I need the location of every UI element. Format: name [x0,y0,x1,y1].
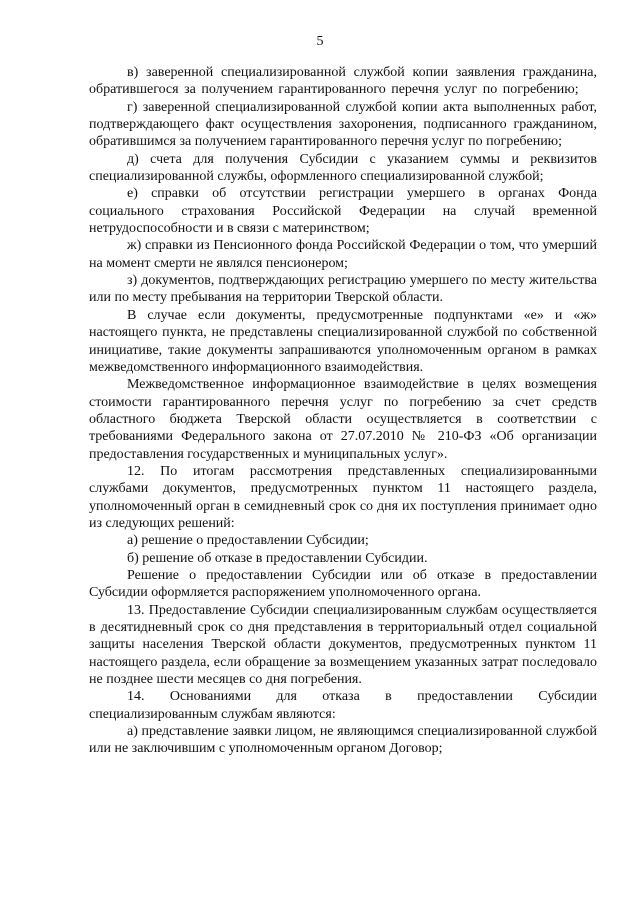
document-body [89,64,597,758]
paragraph-item-e: е) справки об отсутствии регистрации умершего в органах Фонда социального страхования Российской Федерации на случай временной нетрудоспособности и в связи с материнством; [89,186,597,237]
paragraph-decision-a: а) решение о предоставлении Субсидии; [127,533,369,549]
paragraph-item-v: в) заверенной специализированной службой копии заявления гражданина, обратившегося за получением гарантированного перечня услуг по погребению; [89,65,597,98]
paragraph-section-12: 12. По итогам рассмотрения представленных специализированными службами документов, предусмотренных пунктом 11 настоящего раздела, уполномоченный орган в семидневный срок со дня их поступления принимает одно из следующих решений: [89,463,597,531]
paragraph-decision-order: Решение о предоставлении Субсидии или об отказе в предоставлении Субсидии оформляется распоряжением уполномоченного органа. [89,567,597,601]
paragraph-refusal-a: а) представление заявки лицом, не являющимся специализированной службой или не заключившим с уполномоченным органом Договор; [89,724,597,757]
paragraph-item-zh: ж) справки из Пенсионного фонда Российской Федерации о том, что умерший на момент смерти не являлся пенсионером; [89,238,597,271]
page-number: 5 [316,34,324,49]
paragraph-documents-request: В случае если документы, предусмотренные подпунктами «е» и «ж» настоящего пункта, не представлены специализированной службой по собственной инициативе, такие документы запрашиваются уполномоченным органом в рамках межведомственного информационного взаимодействия. [89,307,597,375]
paragraph-item-z: з) документов, подтверждающих регистрацию умершего по месту жительства или по месту пребывания на территории Тверской области. [89,273,597,306]
paragraph-section-14: 14. Основаниями для отказа в предоставлении Субсидии специализированным службам являются: [89,689,597,722]
paragraph-decision-b: б) решение об отказе в предоставлении Субсидии. [127,550,428,566]
paragraph-section-13: 13. Предоставление Субсидии специализированным службам осуществляется в десятидневный срок со дня представления в территориальный отдел социальной защиты населения Тверской области документов, предусмотренных пунктом 11 настоящего раздела, если обращение за возмещением указанных затрат последовало не позднее шести месяцев со дня погребения. [89,602,597,688]
paragraph-interagency-interaction: Межведомственное информационное взаимодействие в целях возмещения стоимости гарантированного перечня услуг по погребению за счет средств областного бюджета Тверской области осуществляется в соответствии с требованиями Федерального закона от 27.07.2010 № 210-ФЗ «Об организации предоставления государственных и муниципальных услуг». [89,377,597,462]
paragraph-item-g: г) заверенной специализированной службой копии акта выполненных работ, подтверждающего факт осуществления захоронения, подписанного гражданином, обратившимся за получением гарантированного перечня услуг по погребению; [89,99,597,150]
paragraph-item-d: д) счета для получения Субсидии с указанием суммы и реквизитов специализированной службы, оформленного специализированной службой; [89,151,597,185]
